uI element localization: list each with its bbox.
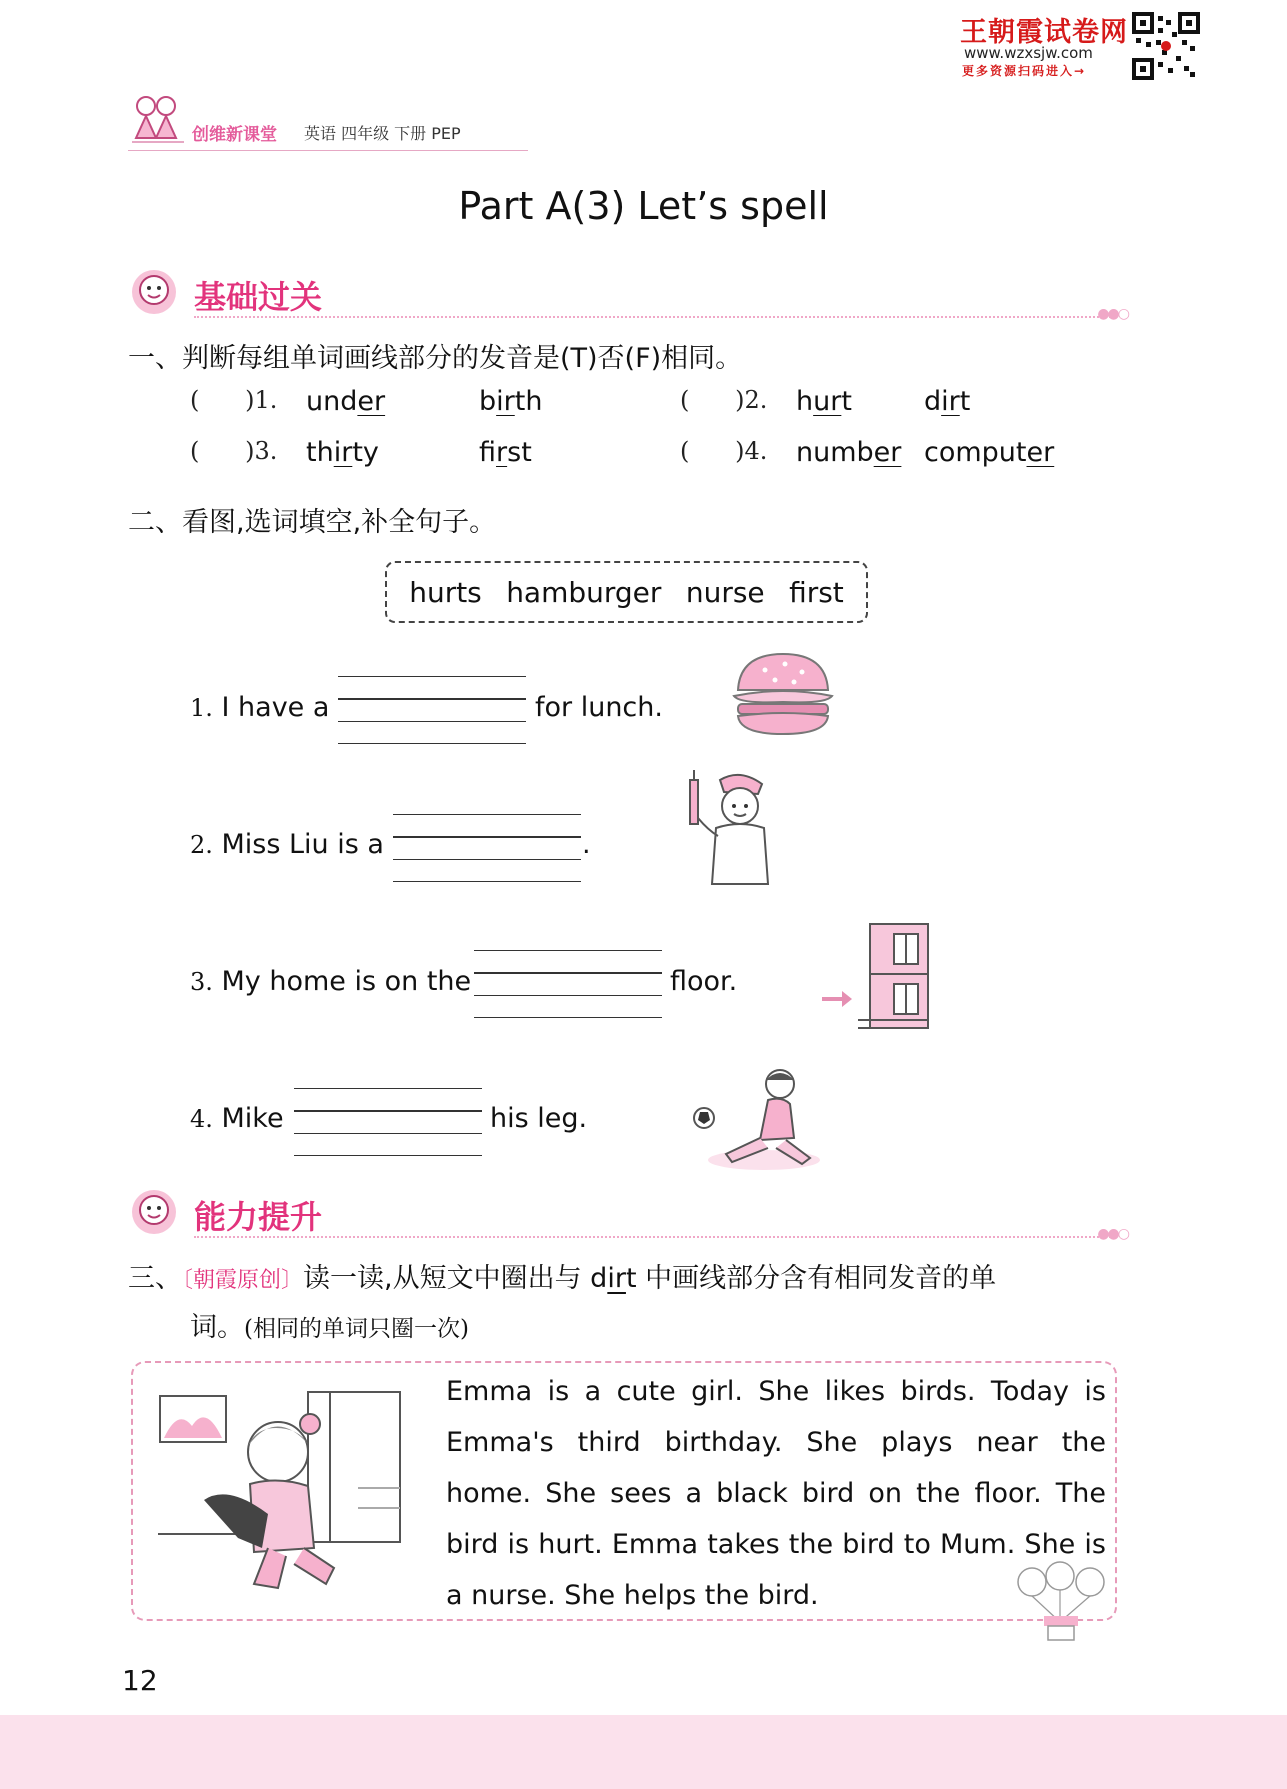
- page-title: Part A(3) Let’s spell: [458, 184, 829, 228]
- sentence-1: [190, 692, 329, 723]
- header-rule: [128, 150, 528, 151]
- section-divider: [194, 1236, 1114, 1238]
- sentence-after: his leg.: [490, 1103, 588, 1134]
- answer-blank[interactable]: [474, 950, 662, 1039]
- question-1-title: 一、判断每组单词画线部分的发音是(T)否(F)相同。: [128, 343, 743, 374]
- item-number: 3.: [254, 437, 278, 465]
- brand-subtitle: 更多资源扫码进入→: [962, 64, 1087, 78]
- girl-with-bird-icon: [158, 1388, 410, 1593]
- brand-url[interactable]: www.wzxsjw.com: [964, 44, 1093, 62]
- answer-blank[interactable]: [393, 814, 581, 903]
- question-3-title-line2: 词。(相同的单词只圈一次): [190, 1312, 469, 1343]
- item-number: 2.: [190, 831, 213, 859]
- sentence-before: I have a: [221, 692, 330, 723]
- word-thirty: thirty: [306, 437, 379, 468]
- sentence-2: [190, 829, 384, 860]
- item-number: 4.: [190, 1105, 213, 1133]
- section-divider: [194, 316, 1114, 318]
- sentence-before: Miss Liu is a: [221, 829, 384, 860]
- q1-item-1: [190, 386, 277, 414]
- word-under: under: [306, 386, 386, 417]
- sentence-before: Mike: [221, 1103, 284, 1134]
- item-number: 1.: [254, 386, 278, 414]
- brand-name: 王朝霞试卷网: [960, 17, 1128, 48]
- section-header-basic: [128, 264, 1128, 320]
- sentence-4: [190, 1103, 284, 1134]
- qr-code-icon[interactable]: [1132, 12, 1200, 80]
- item-number: 3.: [190, 968, 213, 996]
- sentence-after: for lunch.: [535, 692, 663, 723]
- dots-ornament: ●●○: [1097, 306, 1128, 322]
- section-label: 基础过关: [194, 278, 323, 316]
- word-hurt: hurt: [796, 386, 852, 417]
- word-bank: [385, 561, 868, 623]
- answer-paren[interactable]: ( ): [680, 437, 745, 465]
- answer-paren[interactable]: ( ): [680, 386, 745, 414]
- answer-paren[interactable]: ( ): [190, 386, 255, 414]
- question-3-title: 三、〔朝霞原创〕读一读,从短文中圈出与 dirt 中画线部分含有相同发音的单: [128, 1263, 997, 1294]
- original-tag: 〔朝霞原创〕: [182, 1268, 304, 1293]
- building-icon: [818, 920, 932, 1032]
- word-bank-item: hamburger: [506, 575, 662, 609]
- word-bank-item: first: [789, 575, 844, 609]
- answer-paren[interactable]: ( ): [190, 437, 255, 465]
- hamburger-icon: [730, 650, 836, 736]
- word-first: first: [479, 437, 532, 468]
- nurse-icon: [682, 766, 774, 886]
- book-info: 英语 四年级 下册 PEP: [304, 124, 461, 143]
- sentence-3: [190, 966, 471, 997]
- word-dirt: dirt: [924, 386, 971, 417]
- answer-blank[interactable]: [338, 676, 526, 765]
- girl-face-icon: [128, 264, 180, 316]
- footer-band: [0, 1715, 1287, 1789]
- item-number: 4.: [744, 437, 768, 465]
- sentence-after: floor.: [670, 966, 738, 997]
- reading-passage: Emma is a cute girl. She likes birds. Today is Emma's third birthday. She plays near the home. She sees a black bird on the floor. The bird is hurt. Emma takes the bird to Mum. She is a nurse. She helps the bird.: [446, 1376, 1106, 1611]
- section-header-advanced: [128, 1184, 1128, 1240]
- word-birth: birth: [479, 386, 543, 417]
- q1-item-4: [680, 437, 767, 465]
- page-number: 12: [122, 1664, 158, 1697]
- word-computer: computer: [924, 437, 1055, 468]
- injured-boy-icon: [690, 1068, 824, 1172]
- series-name: 创维新课堂: [192, 125, 277, 145]
- dots-ornament: ●●○: [1097, 1226, 1128, 1242]
- sentence-after: .: [582, 829, 591, 860]
- item-number: 1.: [190, 694, 213, 722]
- word-bank-item: nurse: [685, 575, 765, 609]
- question-2-title: 二、看图,选词填空,补全句子。: [128, 507, 497, 538]
- balloons-icon: [1010, 1560, 1120, 1642]
- sentence-before: My home is on the: [221, 966, 472, 997]
- q1-item-2: [680, 386, 767, 414]
- answer-blank[interactable]: [294, 1088, 482, 1177]
- boy-face-icon: [128, 1184, 180, 1236]
- section-label: 能力提升: [194, 1198, 323, 1236]
- kids-logo-icon: [128, 90, 188, 150]
- q1-item-3: [190, 437, 277, 465]
- word-number: number: [796, 437, 902, 468]
- item-number: 2.: [744, 386, 768, 414]
- word-bank-item: hurts: [409, 575, 482, 609]
